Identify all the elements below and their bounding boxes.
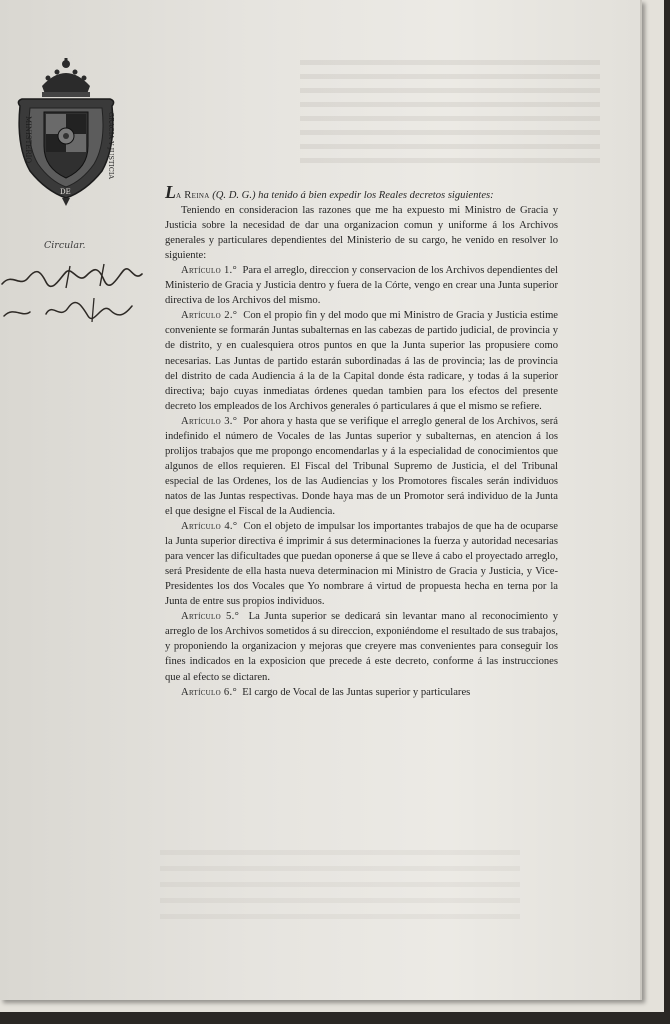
preamble-paragraph: Teniendo en consideracion las razones que me ha expuesto mi Ministro de Gracia y Justicia sobre la necesidad de dar una organizacion comun y uniforme á los Archivos generales y particulares dependientes del Ministerio de su cargo, he venido en resolver lo siguiente: xyxy=(165,205,558,262)
article-text: Para el arreglo, direccion y conservacion de los Archivos dependientes del Ministerio de Gracia y Justicia dentro y fuera de la Córte, vengo en crear una Junta superior directiva de los Archivos del mismo. xyxy=(165,265,558,307)
drop-letter: L xyxy=(165,182,176,202)
handwritten-note xyxy=(0,258,150,330)
article-text: El cargo de Vocal de las Juntas superior y particulares xyxy=(242,686,471,698)
article-6 xyxy=(165,685,558,700)
article-3 xyxy=(165,414,558,519)
intro-rest: ha tenido á bien expedir los Reales decretos siguientes: xyxy=(258,190,494,201)
qdg-abbrev: (Q. D. G.) xyxy=(212,190,256,201)
intro-line xyxy=(165,182,558,203)
article-text: Con el propio fin y del modo que mi Ministro de Gracia y Justicia estime conveniente se formarán Juntas subalternas en las cabezas de partido judicial, de provincia y de distrito, y en cualesquiera otros puntos en que la Junta superior las propusiere como necesarias. Las Juntas de partido estarán subordinadas á las de provincia; las de provincia del distrito de cada Audiencia á la de la Capital donde ésta radicare, y todas á la superior directiva; bajo cuyas inmediatas órdenes quedan tambien para los efectos del presente decreto los empleados de los Archivos generales ó particulares á que el mismo se refiere. xyxy=(165,310,559,412)
article-text: Por ahora y hasta que se verifique el arreglo general de los Archivos, será indefinido el número de Vocales de las Juntas superior y subalternas, en atencion á los prolijos trabajos que me propongo encomendarlas y á la especialidad de conocimientos que algunos de ellos requieren. El Fiscal del Tribunal Supremo de Justicia, el del Tribunal especial de las Ordenes, los de las Audiencias y los Promotores fiscales serán individuos natos de las Juntas respectivas. Donde haya mas de un Promotor será individuo de la Junta el que designe el Fiscal de la Audiencia. xyxy=(165,415,558,517)
bleed-through xyxy=(300,60,600,170)
seal-text-right: GRACIA Y JUSTICIA xyxy=(107,112,115,180)
circular-label: Circular. xyxy=(44,240,86,251)
article-label: Artículo 3.° xyxy=(181,415,238,427)
seal-text-bottom: DE xyxy=(60,188,71,196)
article-text: La Junta superior se dedicará sin levantar mano al reconocimiento y arreglo de los Archivos sometidos á su direccion, exponiéndome el resultado de sus trabajos, y proponiendo la organizacion y mejoras que creyere mas convenientes para conseguir los fines indicados en la exposicion que precede á este decreto, conforme á las instrucciones que al efecto se dictaren. xyxy=(165,611,558,683)
decree-text xyxy=(165,182,559,700)
article-5 xyxy=(165,609,558,684)
reina-word: a Reina xyxy=(176,190,210,201)
article-label: Artículo 2.° xyxy=(181,310,238,322)
article-2 xyxy=(165,308,558,413)
bleed-through-lower xyxy=(160,850,520,930)
article-1 xyxy=(165,263,558,308)
royal-seal-icon xyxy=(12,56,120,208)
article-label: Artículo 4.° xyxy=(181,521,238,533)
article-label: Artículo 6.° xyxy=(181,686,237,698)
seal-text-left: MINISTERIO xyxy=(24,116,32,164)
article-4 xyxy=(165,519,558,609)
article-label: Artículo 1.° xyxy=(181,265,238,277)
article-text: Con el objeto de impulsar los importantes trabajos de que ha de ocuparse la Junta superior directiva é imprimir á sus determinaciones la fuerza y autoridad necesarias para vencer las dificultades que puedan oponerse á que se lleve á cabo el proyectado arreglo, será Presidente de ella hasta nueva determinacion mi Ministro de Gracia y Justicia, y Vice-Presidentes los dos Vocales que Yo nombrare á virtud de propuesta hecha en terna por la Junta de entre sus propios individuos. xyxy=(165,521,558,608)
article-label: Artículo 5.° xyxy=(181,611,240,623)
